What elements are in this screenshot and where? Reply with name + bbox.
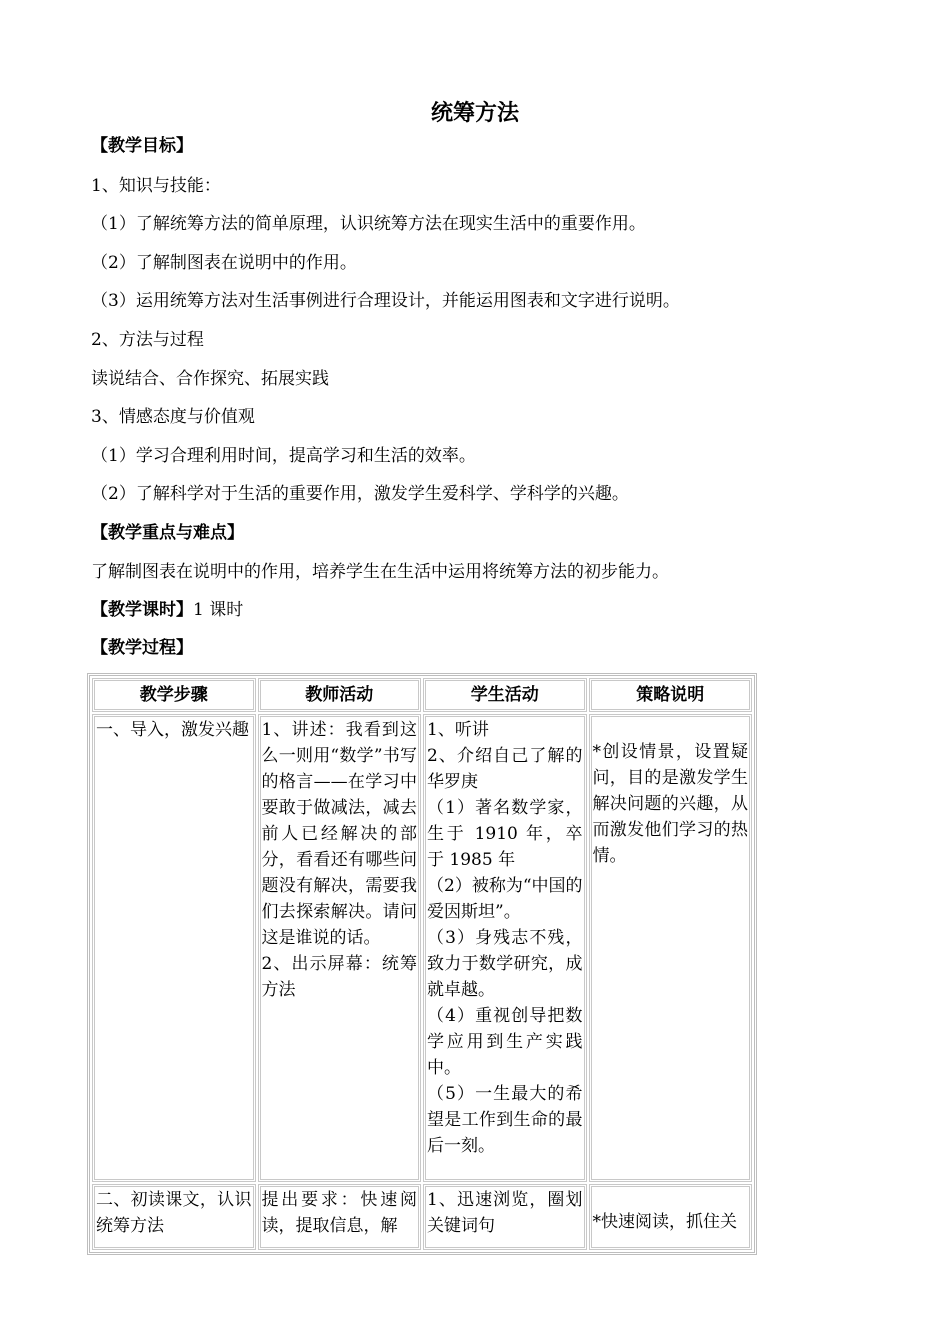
column-header-step: 教学步骤 (92, 678, 256, 712)
teaching-process-table (87, 673, 757, 1255)
table-header-row (92, 678, 752, 712)
hours-value: 1 课时 (193, 600, 244, 620)
goal3-item: （1）学习合理利用时间，提高学习和生活的效率。 (91, 446, 476, 466)
goal1-item: （3）运用统筹方法对生活事例进行合理设计，并能运用图表和文字进行说明。 (91, 291, 680, 311)
goal1-item: （2）了解制图表在说明中的作用。 (91, 253, 357, 273)
hours-line (91, 599, 243, 621)
step-cell (92, 1184, 256, 1250)
strategy-cell (589, 1184, 753, 1250)
key-heading: 【教学重点与难点】 (91, 523, 244, 543)
step-text: 一、导入，激发兴趣 (96, 720, 249, 740)
column-header-teacher: 教师活动 (258, 678, 422, 712)
teacher-cell (258, 1184, 422, 1250)
column-header-student: 学生活动 (423, 678, 587, 712)
student-cell (423, 714, 587, 1182)
goal1-heading: 1、知识与技能： (91, 176, 221, 196)
table-row (92, 1184, 752, 1250)
strategy-text: *快速阅读，抓住关 (592, 1212, 737, 1232)
table-row (92, 714, 752, 1182)
student-text: 1、听讲 2、介绍自己了解的华罗庚 （1）著名数学家，生于 1910 年，卒于 1985 年 （2）被称为“中国的爱因斯坦”。 （3）身残志不残，致力于数学研究，成就卓越。 （4）重视创导把数学应用到生产实践中。 （5）一生最大的希望是工作到生命的最后一刻。 (427, 720, 583, 1156)
key-text: 了解制图表在说明中的作用，培养学生在生活中运用将统筹方法的初步能力。 (91, 562, 669, 582)
student-cell (423, 1184, 587, 1250)
hours-heading: 【教学课时】 (91, 600, 193, 620)
teacher-text: 提出要求：快速阅读，提取信息，解 (261, 1190, 417, 1236)
goal3-heading: 3、情感态度与价值观 (91, 407, 255, 427)
process-heading: 【教学过程】 (91, 638, 193, 658)
goal1-item: （1）了解统筹方法的简单原理，认识统筹方法在现实生活中的重要作用。 (91, 214, 646, 234)
strategy-text: *创设情景，设置疑问，目的是激发学生解决问题的兴趣，从而激发他们学习的热情。 (592, 742, 748, 866)
goal3-item: （2）了解科学对于生活的重要作用，激发学生爱科学、学科学的兴趣。 (91, 484, 629, 504)
teacher-text: 1、讲述：我看到这么一则用“数学”书写的格言——在学习中要敢于做减法，减去前人已经解决的部分，看看还有哪些问题没有解决，需要我们去探索解决。请问这是谁说的话。 2、出示屏幕：统筹方法 (261, 720, 417, 1000)
page-title: 统筹方法 (430, 101, 519, 126)
column-header-strategy: 策略说明 (589, 678, 753, 712)
student-text: 1、迅速浏览，圈划关键词句 (427, 1190, 583, 1236)
step-text: 二、初读课文，认识统筹方法 (96, 1190, 252, 1236)
teacher-cell (258, 714, 422, 1182)
goals-heading: 【教学目标】 (91, 136, 193, 156)
step-cell (92, 714, 256, 1182)
goal2-heading: 2、方法与过程 (91, 330, 204, 350)
strategy-cell (589, 714, 753, 1182)
goal2-text: 读说结合、合作探究、拓展实践 (91, 369, 329, 389)
